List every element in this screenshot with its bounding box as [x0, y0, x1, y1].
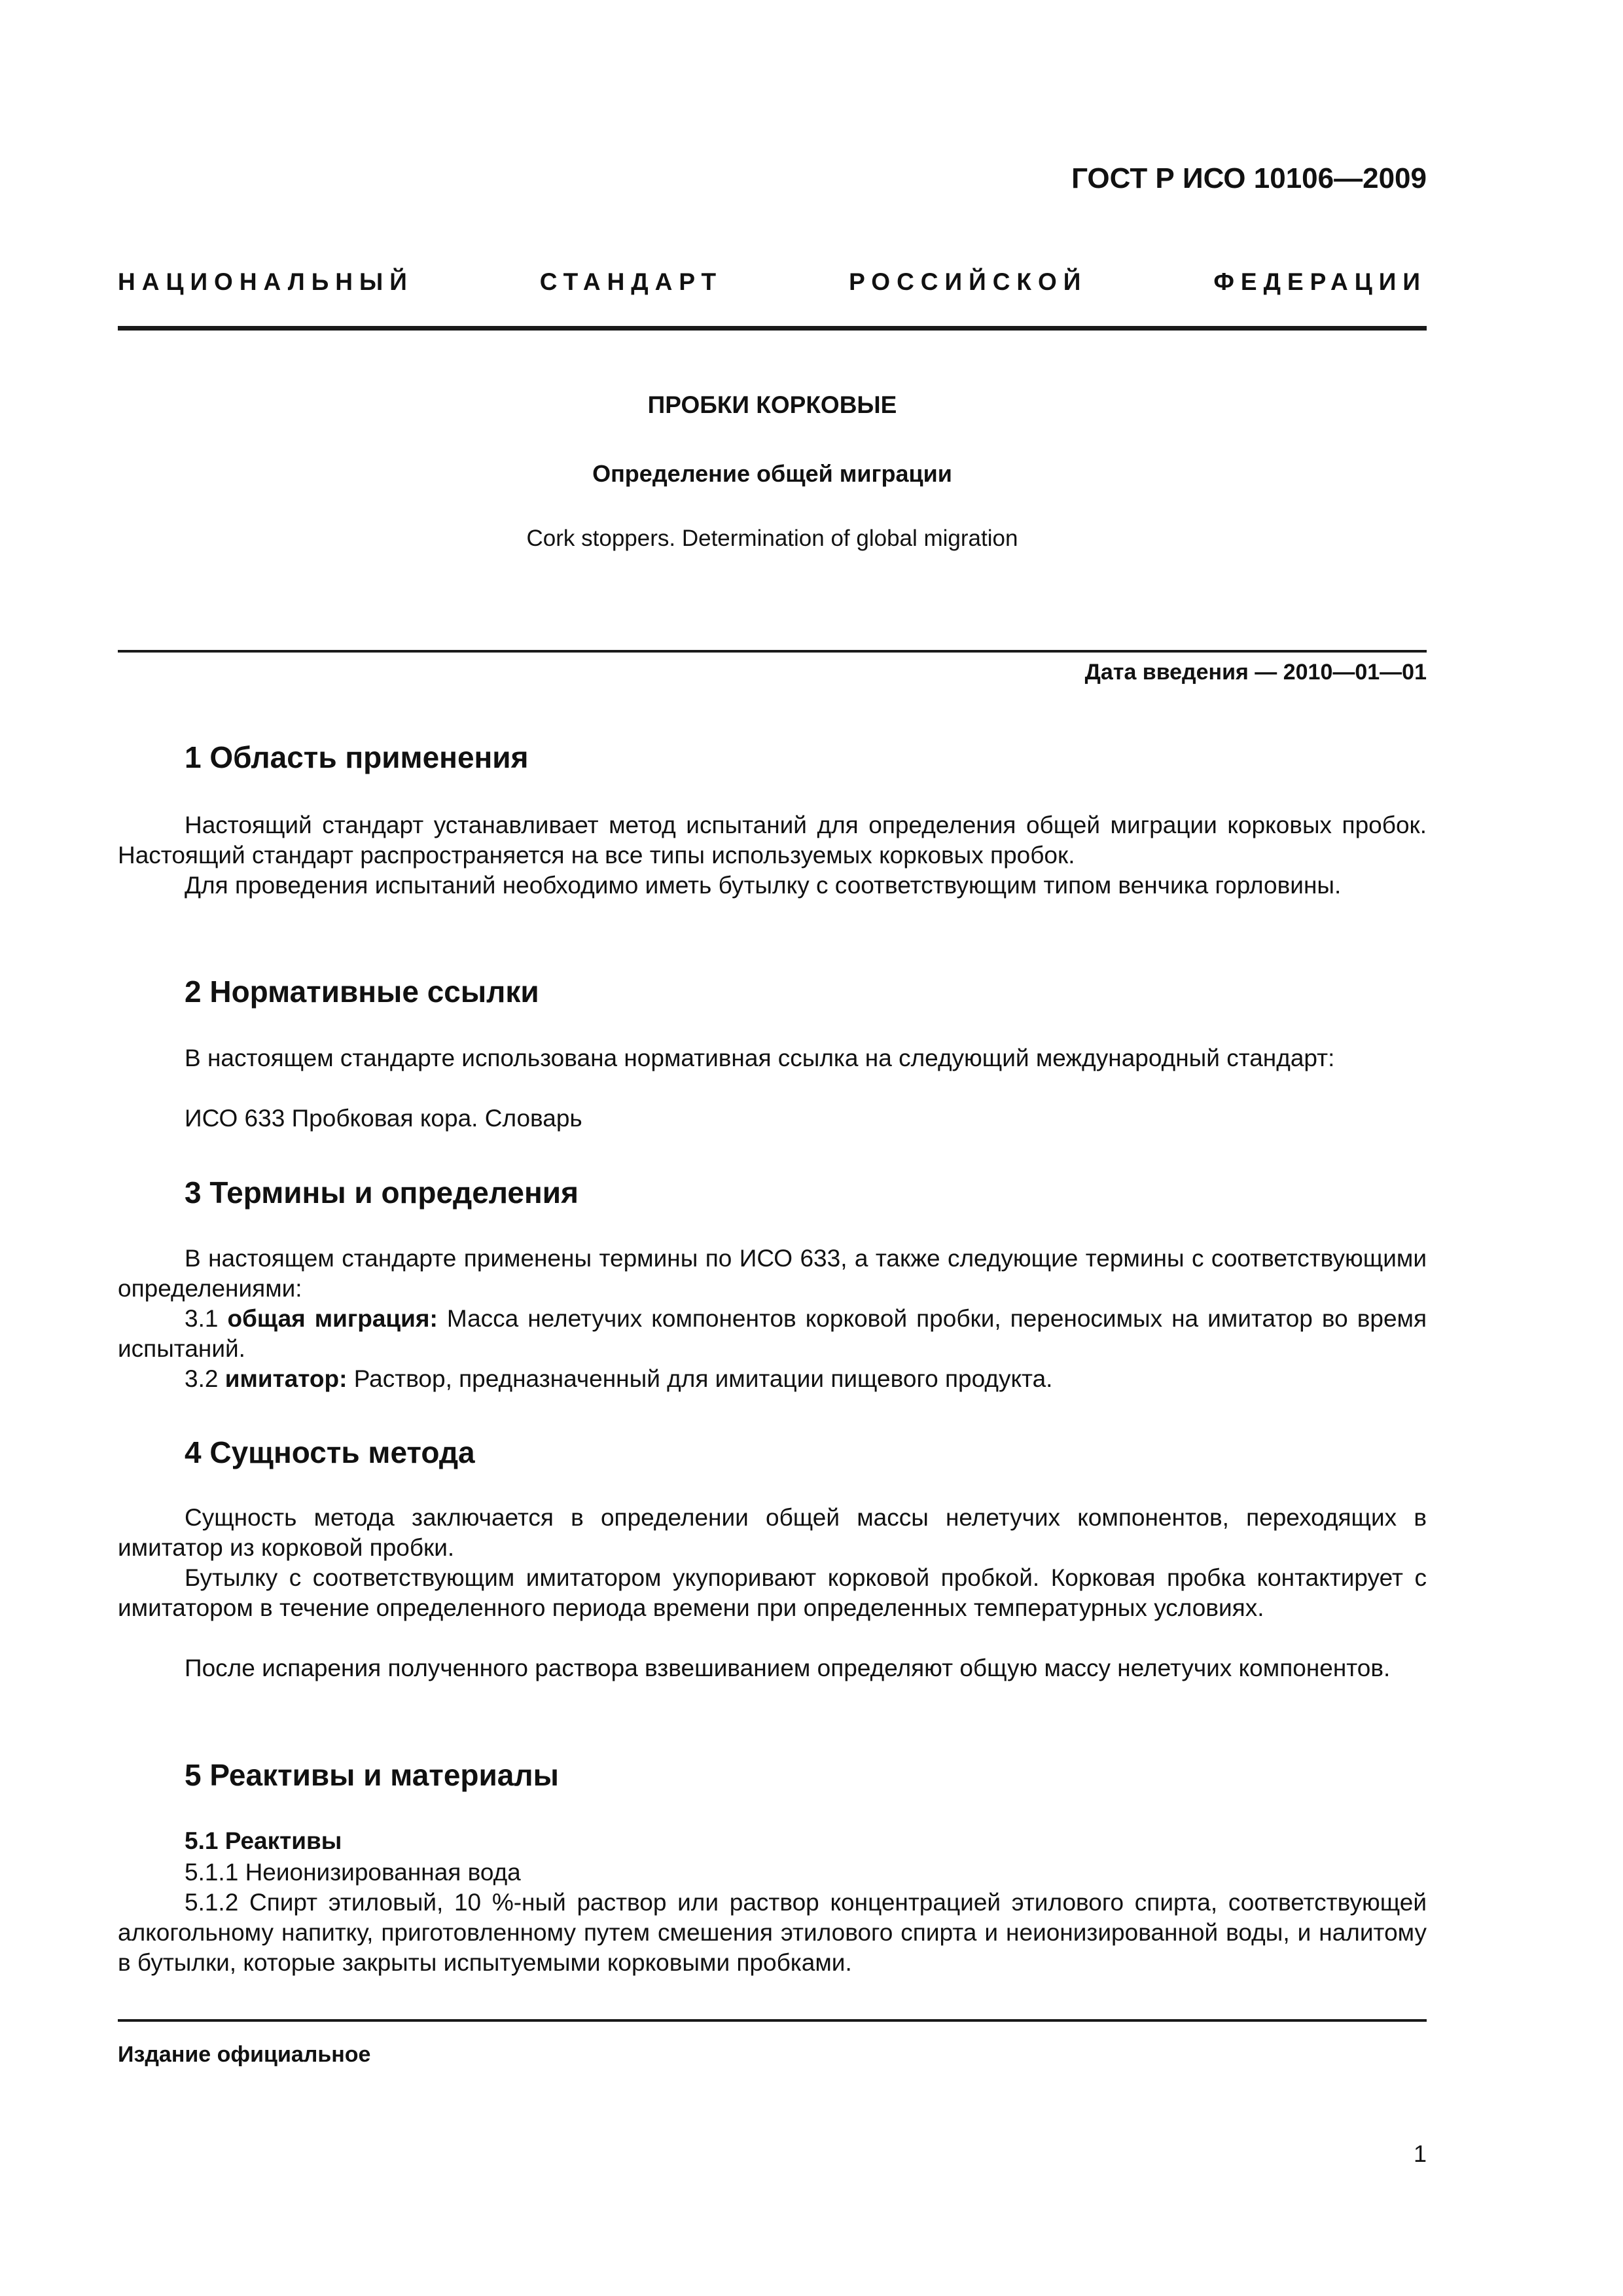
footer-rule — [118, 2019, 1427, 2022]
section-4-paragraph-1: Сущность метода заключается в определении общей массы нелетучих компонентов, переходящих в имитатор из корковой пробки. — [118, 1504, 1427, 1561]
item-5-1-2: 5.1.2 Спирт этиловый, 10 %-ный раствор или раствор концентрацией этилового спирта, соответствующей алкогольному напитку, приготовленному путем смешения этилового спирта и неионизированной воды, и налитому в бутылки, которые закрыты испытуемыми корковыми пробками. — [118, 1889, 1427, 1976]
standard-number: ГОСТ Р ИСО 10106—2009 — [1071, 162, 1427, 194]
section-1-paragraph-2: Для проведения испытаний необходимо иметь бутылку с соответствующим типом венчика горловины. — [185, 872, 1342, 899]
term-3-2-term: имитатор: — [224, 1365, 348, 1392]
section-3-paragraph-1: В настоящем стандарте применены термины по ИСО 633, а также следующие термины с соответствующими определениями: — [118, 1245, 1427, 1302]
section-1-paragraph-1: Настоящий стандарт устанавливает метод испытаний для определения общей миграции корковых пробок. Настоящий стандарт распространяется на все типы используемых корковых пробок. — [118, 812, 1427, 869]
subsection-5-1-heading: 5.1 Реактивы — [185, 1827, 342, 1854]
term-3-1 — [118, 1304, 1427, 1364]
section-4-paragraph-3: После испарения полученного раствора взвешиванием определяют общую массу нелетучих компонентов. — [185, 1655, 1391, 1681]
header-rule — [118, 326, 1427, 331]
title-rule — [118, 650, 1427, 653]
section-4-paragraph-2: Бутылку с соответствующим имитатором укупоривают корковой пробкой. Корковая пробка контактирует с имитатором в течение определенного периода времени при определенных температурных условиях. — [118, 1564, 1427, 1621]
introduction-date: Дата введения — 2010—01—01 — [1084, 660, 1427, 685]
term-3-2 — [118, 1364, 1427, 1394]
section-2-reference: ИСО 633 Пробковая кора. Словарь — [185, 1105, 582, 1132]
section-3-heading: 3 Термины и определения — [185, 1175, 579, 1210]
item-5-1-1: 5.1.1 Неионизированная вода — [185, 1859, 521, 1886]
term-3-2-definition: Раствор, предназначенный для имитации пищевого продукта. — [353, 1365, 1053, 1392]
term-3-1-term: общая миграция: — [227, 1305, 438, 1332]
term-3-1-number: 3.1 — [185, 1305, 219, 1332]
official-edition-note: Издание официальное — [118, 2042, 371, 2067]
section-5-heading: 5 Реактивы и материалы — [185, 1758, 559, 1792]
document-subtitle: Определение общей миграции — [592, 460, 952, 487]
section-1-heading: 1 Область применения — [185, 740, 529, 774]
document-title: ПРОБКИ КОРКОВЫЕ — [647, 391, 897, 418]
section-4-heading: 4 Сущность метода — [185, 1435, 475, 1469]
term-3-1-definition: Масса нелетучих компонентов корковой пробки, переносимых на имитатор во время испытаний. — [118, 1305, 1427, 1362]
page-number: 1 — [1413, 2140, 1427, 2167]
section-2-paragraph-1: В настоящем стандарте использована нормативная ссылка на следующий международный стандарт: — [185, 1045, 1335, 1071]
english-title: Cork stoppers. Determination of global migration — [526, 526, 1018, 551]
section-2-heading: 2 Нормативные ссылки — [185, 975, 539, 1009]
national-standard-banner: НАЦИОНАЛЬНЫЙ СТАНДАРТ РОССИЙСКОЙ ФЕДЕРАЦИИ — [118, 268, 1427, 295]
term-3-2-number: 3.2 — [185, 1365, 219, 1392]
